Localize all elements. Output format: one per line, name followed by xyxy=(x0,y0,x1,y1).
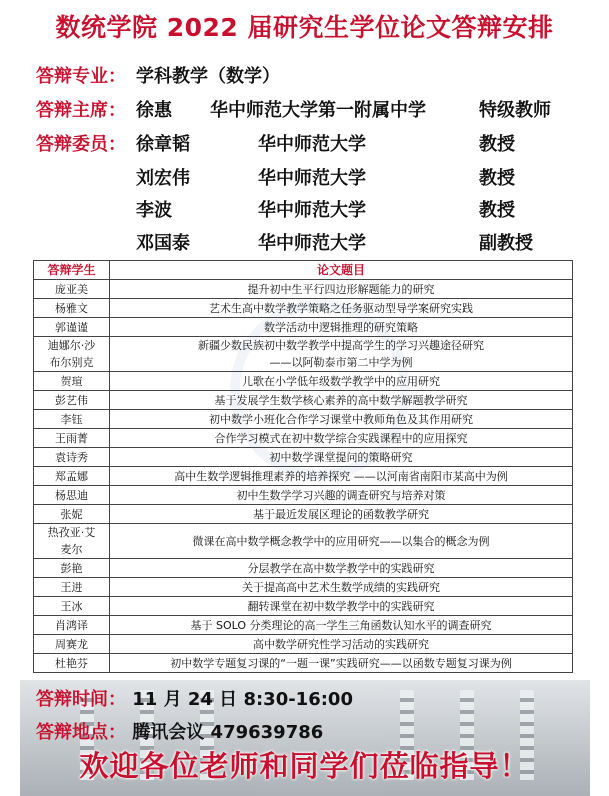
thesis-title-cell: 合作学习模式在初中数学综合实践课程中的应用探究 xyxy=(110,429,573,448)
student-name-cell: 彭艳 xyxy=(34,559,110,578)
member-rank: 教授 xyxy=(479,134,515,155)
table-row xyxy=(34,505,573,524)
table-row xyxy=(34,524,573,559)
thesis-title-cell: 初中数学专题复习课的“一题一课”实践研究——以函数专题复习课为例 xyxy=(110,654,573,673)
major-value: 学科教学（数学） xyxy=(136,66,280,87)
student-name-cell: 李钰 xyxy=(34,410,110,429)
table-row xyxy=(34,559,573,578)
member-org: 华中师范大学 xyxy=(258,168,366,189)
member-org: 华中师范大学 xyxy=(258,200,366,221)
member-name: 徐章韬 xyxy=(136,134,190,155)
committee-label: 答辩委员： xyxy=(36,134,126,155)
chair-name: 徐惠 xyxy=(136,100,172,121)
member-rank: 教授 xyxy=(479,168,515,189)
thesis-title-cell: 艺术生高中数学教学策略之任务驱动型导学案研究实践 xyxy=(110,299,573,318)
student-name-cell: 庞亚美 xyxy=(34,280,110,299)
student-name-cell: 王雨菁 xyxy=(34,429,110,448)
table-row xyxy=(34,318,573,337)
member-org: 华中师范大学 xyxy=(258,134,366,155)
table-row xyxy=(34,578,573,597)
table-row xyxy=(34,280,573,299)
table-row xyxy=(34,372,573,391)
thesis-title-cell: 新疆少数民族初中数学教学中提高学生的学习兴趣途径研究 ——以阿勒泰市第二中学为例 xyxy=(110,337,573,372)
table-row xyxy=(34,299,573,318)
student-name-cell: 袁诗秀 xyxy=(34,448,110,467)
table-row xyxy=(34,486,573,505)
thesis-title-cell: 基于最近发展区理论的函数教学研究 xyxy=(110,505,573,524)
defense-schedule-table xyxy=(33,260,573,673)
thesis-title-cell: 数学活动中逻辑推理的研究策略 xyxy=(110,318,573,337)
thesis-title-cell: 高中数学研究性学习活动的实践研究 xyxy=(110,635,573,654)
defense-time xyxy=(36,685,353,711)
defense-place xyxy=(36,718,323,744)
table-row xyxy=(34,616,573,635)
thesis-title-cell: 儿歌在小学低年级数学教学中的应用研究 xyxy=(110,372,573,391)
chair-org: 华中师范大学第一附属中学 xyxy=(210,100,426,121)
place-value: 腾讯会议 479639786 xyxy=(132,722,324,743)
thesis-title-cell: 基于发展学生数学核心素养的高中数学解题教学研究 xyxy=(110,391,573,410)
table-body xyxy=(34,280,573,673)
student-name-cell: 贺瑄 xyxy=(34,372,110,391)
chair-rank: 特级教师 xyxy=(479,100,551,121)
time-value: 11 月 24 日 8:30-16:00 xyxy=(132,689,353,710)
major-label: 答辩专业： xyxy=(36,66,126,87)
student-name-cell: 王冰 xyxy=(34,597,110,616)
thesis-title-cell: 高中生数学逻辑推理素养的培养探究 ——以河南省南阳市某高中为例 xyxy=(110,467,573,486)
member-rank: 副教授 xyxy=(479,233,533,254)
table-row xyxy=(34,429,573,448)
student-name-cell: 热孜亚·艾 麦尔 xyxy=(34,524,110,559)
column-header-student: 答辩学生 xyxy=(34,261,110,280)
column-header-thesis: 论文题目 xyxy=(110,261,573,280)
thesis-title-cell: 关于提高高中艺术生数学成绩的实践研究 xyxy=(110,578,573,597)
member-name: 刘宏伟 xyxy=(136,168,190,189)
student-name-cell: 肖鸿译 xyxy=(34,616,110,635)
table-row xyxy=(34,597,573,616)
student-name-cell: 张妮 xyxy=(34,505,110,524)
welcome-banner: 欢迎各位老师和同学们莅临指导！ xyxy=(79,749,530,783)
time-label: 答辩时间： xyxy=(36,689,126,710)
student-name-cell: 迪娜尔·沙 布尔别克 xyxy=(34,337,110,372)
thesis-title-cell: 分层教学在高中数学教学中的实践研究 xyxy=(110,559,573,578)
student-name-cell: 郑孟娜 xyxy=(34,467,110,486)
chair-label: 答辩主席： xyxy=(36,100,126,121)
table-row xyxy=(34,654,573,673)
member-name: 李波 xyxy=(136,200,172,221)
thesis-title-cell: 翻转课堂在初中数学教学中的实践研究 xyxy=(110,597,573,616)
thesis-title-cell: 微课在高中数学概念教学中的应用研究——以集合的概念为例 xyxy=(110,524,573,559)
chair-row xyxy=(36,96,551,122)
table-header-row xyxy=(34,261,573,280)
committee-row xyxy=(36,130,126,156)
place-label: 答辩地点： xyxy=(36,722,126,743)
table-row xyxy=(34,467,573,486)
member-name: 邓国泰 xyxy=(136,233,190,254)
thesis-title-cell: 初中数学课堂提问的策略研究 xyxy=(110,448,573,467)
student-name-cell: 杨雅文 xyxy=(34,299,110,318)
major-row xyxy=(36,62,280,88)
page-title: 数统学院 2022 届研究生学位论文答辩安排 xyxy=(55,13,554,42)
table-row xyxy=(34,391,573,410)
table-row xyxy=(34,337,573,372)
student-name-cell: 彭艺伟 xyxy=(34,391,110,410)
student-name-cell: 周赛龙 xyxy=(34,635,110,654)
thesis-title-cell: 初中数学小班化合作学习课堂中教师角色及其作用研究 xyxy=(110,410,573,429)
table-row xyxy=(34,410,573,429)
student-name-cell: 郭谨谨 xyxy=(34,318,110,337)
table-row xyxy=(34,448,573,467)
member-rank: 教授 xyxy=(479,200,515,221)
member-org: 华中师范大学 xyxy=(258,233,366,254)
thesis-title-cell: 初中生数学学习兴趣的调查研究与培养对策 xyxy=(110,486,573,505)
table-row xyxy=(34,635,573,654)
student-name-cell: 杜艳芬 xyxy=(34,654,110,673)
thesis-title-cell: 提升初中生平行四边形解题能力的研究 xyxy=(110,280,573,299)
thesis-title-cell: 基于 SOLO 分类理论的高一学生三角函数认知水平的调查研究 xyxy=(110,616,573,635)
student-name-cell: 杨思迪 xyxy=(34,486,110,505)
student-name-cell: 王进 xyxy=(34,578,110,597)
